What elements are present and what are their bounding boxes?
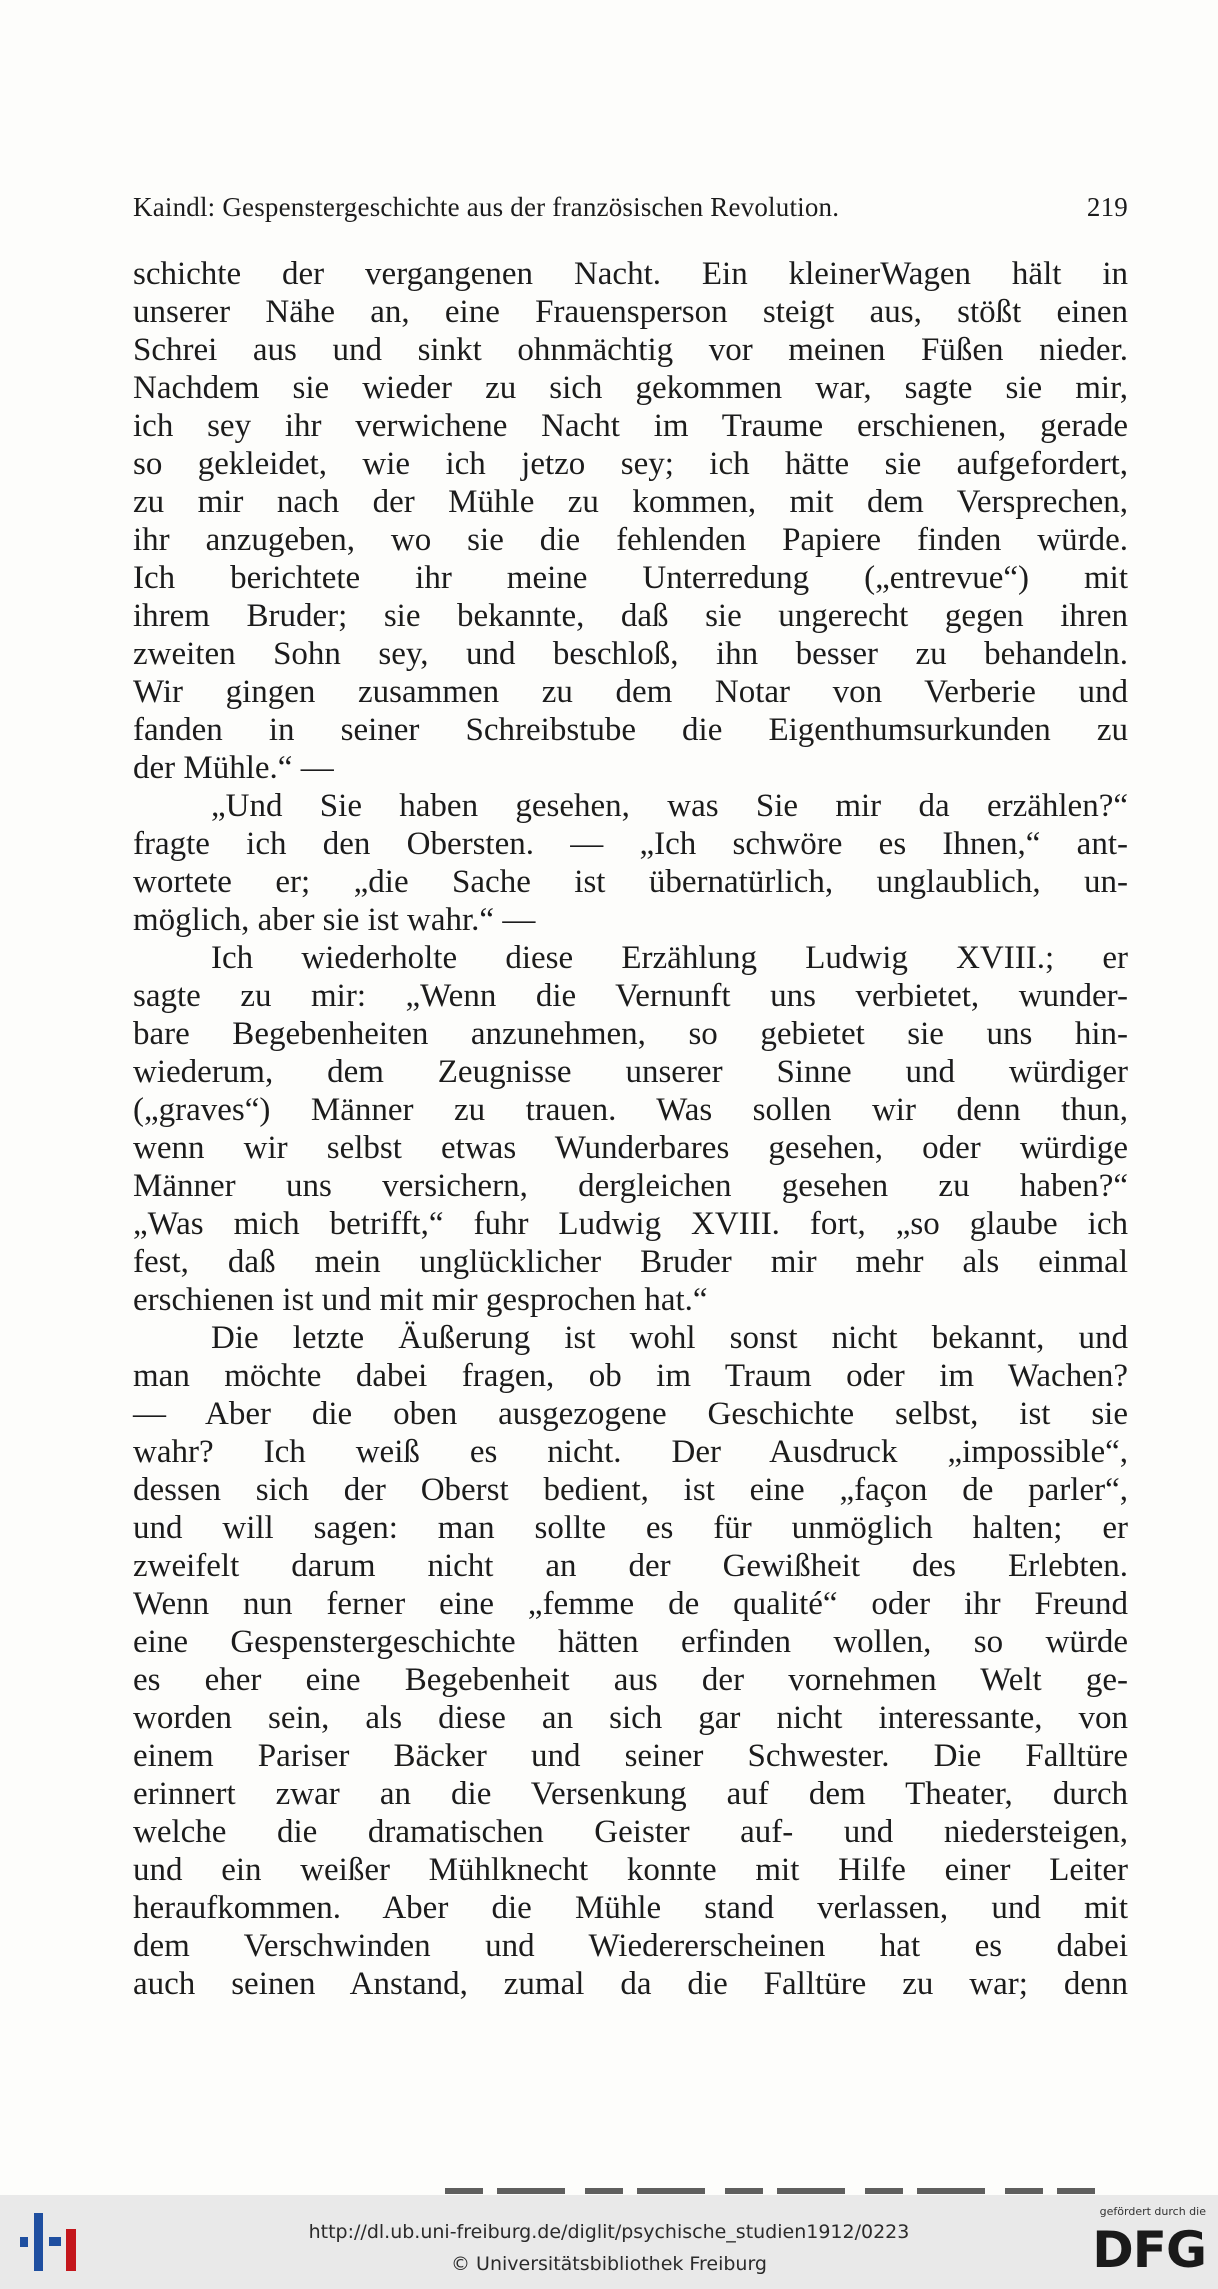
text-line: Ich wiederholte diese Erzählung Ludwig XVIII.; er — [211, 940, 1128, 976]
text-line: ich sey ihr verwichene Nacht im Traume erschienen, gerade — [133, 408, 1128, 444]
text-line: eine Gespenstergeschichte hätten erfinden wollen, so würde — [133, 1624, 1128, 1660]
text-line: ihrem Bruder; sie bekannte, daß sie ungerecht gegen ihren — [133, 598, 1128, 634]
text-line: dessen sich der Oberst bedient, ist eine „façon de parler“, — [133, 1472, 1128, 1508]
text-line: Ich berichtete ihr meine Unterredung („entrevue“) mit — [133, 560, 1128, 596]
running-title: Kaindl: Gespenstergeschichte aus der französischen Revolution. — [133, 192, 840, 222]
text-line: zweifelt darum nicht an der Gewißheit des Erlebten. — [133, 1548, 1128, 1584]
running-head — [133, 192, 1128, 232]
text-line: („graves“) Männer zu trauen. Was sollen wir denn thun, — [133, 1092, 1128, 1128]
dfg-logo — [1072, 2205, 1206, 2281]
text-line: dem Verschwinden und Wiedererscheinen hat es dabei — [133, 1928, 1128, 1964]
text-line: — Aber die oben ausgezogene Geschichte selbst, ist sie — [133, 1396, 1128, 1432]
text-line: so gekleidet, wie ich jetzo sey; ich hätte sie aufgefordert, — [133, 446, 1128, 482]
text-line: möglich, aber sie ist wahr.“ — — [133, 902, 536, 938]
text-line: Wenn nun ferner eine „femme de qualité“ oder ihr Freund — [133, 1586, 1128, 1622]
text-line: auch seinen Anstand, zumal da die Falltüre zu war; denn — [133, 1966, 1128, 2002]
dfg-caption: gefördert durch die — [1099, 2205, 1206, 2218]
text-line: einem Pariser Bäcker und seiner Schwester. Die Falltüre — [133, 1738, 1128, 1774]
cut-off-next-line — [445, 2188, 1095, 2194]
text-line: bare Begebenheiten anzunehmen, so gebietet sie uns hin- — [133, 1016, 1128, 1052]
text-line: Schrei aus und sinkt ohnmächtig vor meinen Füßen nieder. — [133, 332, 1128, 368]
text-line: es eher eine Begebenheit aus der vornehmen Welt ge- — [133, 1662, 1128, 1698]
text-line: fanden in seiner Schreibstube die Eigenthumsurkunden zu — [133, 712, 1128, 748]
text-line: „Was mich betrifft,“ fuhr Ludwig XVIII. fort, „so glaube ich — [133, 1206, 1128, 1242]
page-url-link[interactable]: http://dl.ub.uni-freiburg.de/diglit/psychische_studien1912/0223 — [308, 2221, 910, 2243]
text-line: fest, daß mein unglücklicher Bruder mir mehr als einmal — [133, 1244, 1128, 1280]
text-line: der Mühle.“ — — [133, 750, 334, 786]
text-line: schichte der vergangenen Nacht. Ein kleinerWagen hält in — [133, 256, 1128, 292]
text-line: Wir gingen zusammen zu dem Notar von Verberie und — [133, 674, 1128, 710]
text-line: erschienen ist und mit mir gesprochen hat.“ — [133, 1282, 708, 1318]
text-line: zu mir nach der Mühle zu kommen, mit dem Versprechen, — [133, 484, 1128, 520]
text-line: und will sagen: man sollte es für unmöglich halten; er — [133, 1510, 1128, 1546]
viewer-footer — [0, 2195, 1218, 2289]
page-number: 219 — [1086, 192, 1128, 222]
copyright-notice: © Universitätsbibliothek Freiburg — [451, 2253, 767, 2275]
text-line: worden sein, als diese an sich gar nicht interessante, von — [133, 1700, 1128, 1736]
body-text — [133, 255, 1128, 2003]
text-line: erinnert zwar an die Versenkung auf dem Theater, durch — [133, 1776, 1128, 1812]
dfg-mark: DFG — [1092, 2221, 1206, 2279]
text-line: ihr anzugeben, wo sie die fehlenden Papiere finden würde. — [133, 522, 1128, 558]
text-line: wenn wir selbst etwas Wunderbares gesehen, oder würdige — [133, 1130, 1128, 1166]
text-line: heraufkommen. Aber die Mühle stand verlassen, und mit — [133, 1890, 1128, 1926]
text-line: wiederum, dem Zeugnisse unserer Sinne und würdiger — [133, 1054, 1128, 1090]
text-line: Die letzte Äußerung ist wohl sonst nicht bekannt, und — [211, 1320, 1128, 1356]
text-line: zweiten Sohn sey, und beschloß, ihn besser zu behandeln. — [133, 636, 1128, 672]
text-line: welche die dramatischen Geister auf- und niedersteigen, — [133, 1814, 1128, 1850]
text-line: Nachdem sie wieder zu sich gekommen war, sagte sie mir, — [133, 370, 1128, 406]
text-line: und ein weißer Mühlknecht konnte mit Hilfe einer Leiter — [133, 1852, 1128, 1888]
text-line: „Und Sie haben gesehen, was Sie mir da erzählen?“ — [211, 788, 1128, 824]
text-line: man möchte dabei fragen, ob im Traum oder im Wachen? — [133, 1358, 1128, 1394]
text-line: wortete er; „die Sache ist übernatürlich, unglaublich, un- — [133, 864, 1128, 900]
text-line: unserer Nähe an, eine Frauensperson steigt aus, stößt einen — [133, 294, 1128, 330]
text-line: Männer uns versichern, dergleichen gesehen zu haben?“ — [133, 1168, 1128, 1204]
text-line: sagte zu mir: „Wenn die Vernunft uns verbietet, wunder- — [133, 978, 1128, 1014]
text-line: wahr? Ich weiß es nicht. Der Ausdruck „impossible“, — [133, 1434, 1128, 1470]
text-line: fragte ich den Obersten. — „Ich schwöre es Ihnen,“ ant- — [133, 826, 1128, 862]
